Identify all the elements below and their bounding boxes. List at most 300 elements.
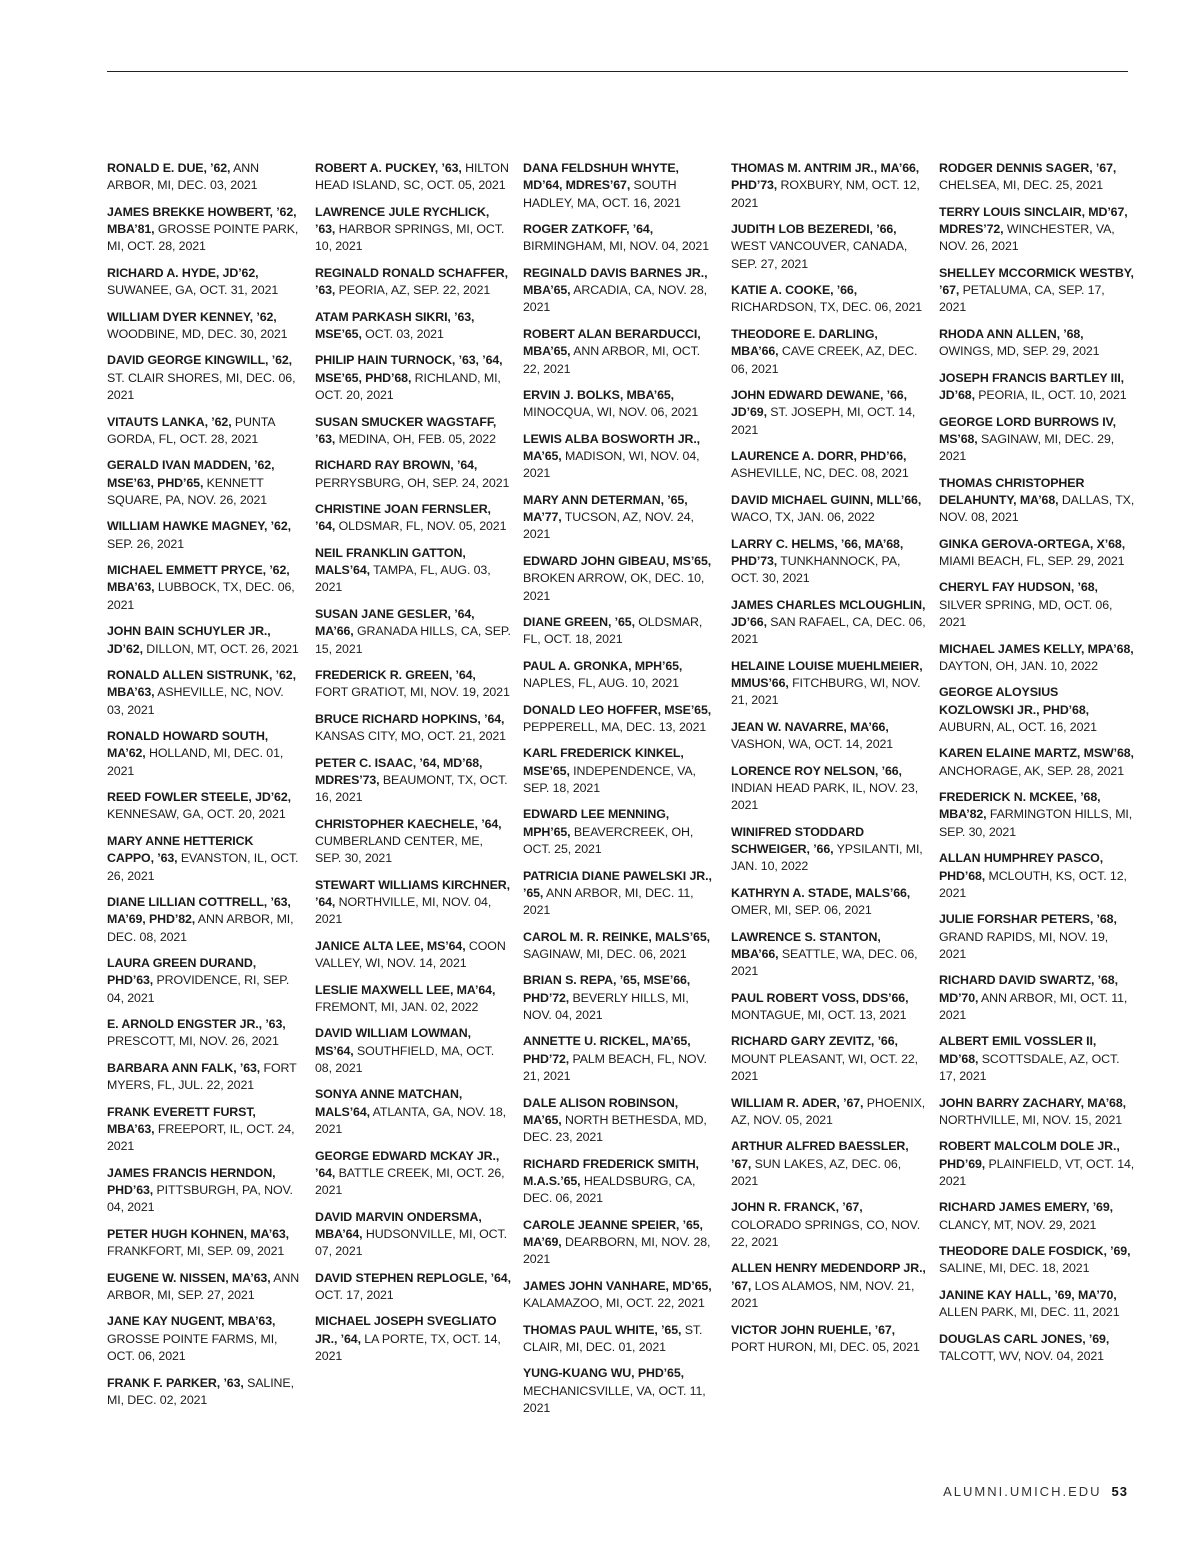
entry-details: MOUNT PLEASANT, WI, OCT. 22, 2021 xyxy=(731,1051,918,1084)
entry-name: CHERYL FAY HUDSON, ’68, xyxy=(939,580,1098,595)
entry-name: ATAM PARKASH SIKRI, ’63, MSE’65, xyxy=(315,309,475,341)
entry-name: KAREN ELAINE MARTZ, MSW’68, xyxy=(939,746,1134,761)
entry-name: THEODORE DALE FOSDICK, ’69, xyxy=(939,1244,1131,1259)
entry-details: FORT MYERS, FL, JUL. 22, 2021 xyxy=(107,1060,297,1093)
entry-name: MICHAEL JAMES KELLY, MPA’68, xyxy=(939,641,1134,656)
entry-name: MICHAEL JOSEPH SVEGLIATO JR., ’64, xyxy=(315,1314,497,1346)
entry-name: DALE ALISON ROBINSON, MA’65, xyxy=(523,1095,679,1127)
entry-name: VITAUTS LANKA, ’62, xyxy=(107,414,232,429)
entry-details: WOODBINE, MD, DEC. 30, 2021 xyxy=(107,326,288,341)
entry-details: WEST VANCOUVER, CANADA, SEP. 27, 2021 xyxy=(731,239,908,271)
entry-details: NORTHVILLE, MI, NOV. 15, 2021 xyxy=(939,1112,1123,1127)
obituary-entry xyxy=(315,606,511,658)
entry-details: HARBOR SPRINGS, MI, OCT. 10, 2021 xyxy=(315,222,505,254)
entry-details: LA PORTE, TX, OCT. 14, 2021 xyxy=(315,1331,501,1364)
obituary-entry xyxy=(523,1033,719,1085)
obituary-entry xyxy=(315,414,511,449)
entry-details: PORT HURON, MI, DEC. 05, 2021 xyxy=(731,1339,920,1354)
obituary-entry xyxy=(315,204,511,256)
entry-name: JANE KAY NUGENT, MBA’63, xyxy=(107,1314,276,1329)
obituary-entry xyxy=(939,911,1135,963)
entry-name: LESLIE MAXWELL LEE, MA’64, xyxy=(315,982,496,997)
entry-name: LAURA GREEN DURAND, PHD’63, xyxy=(107,956,257,988)
entry-details: LOS ALAMOS, NM, NOV. 21, 2021 xyxy=(731,1278,915,1311)
obituary-entry xyxy=(107,1016,303,1051)
entry-name: STEWART WILLIAMS KIRCHNER, ’64, xyxy=(315,877,510,910)
obituary-entry xyxy=(939,414,1135,466)
entry-name: THOMAS CHRISTOPHER DELAHUNTY, MA’68, xyxy=(939,475,1085,507)
entry-name: EDWARD JOHN GIBEAU, MS’65, xyxy=(523,553,712,568)
entry-name: DAVID GEORGE KINGWILL, ’62, xyxy=(107,353,293,368)
entry-name: DAVID STEPHEN REPLOGLE, ’64, xyxy=(315,1270,511,1285)
entry-details: KANSAS CITY, MO, OCT. 21, 2021 xyxy=(315,729,506,744)
entry-details: PEORIA, AZ, SEP. 22, 2021 xyxy=(338,283,491,298)
obituary-entry xyxy=(939,579,1135,631)
entry-name: VICTOR JOHN RUEHLE, ’67, xyxy=(731,1322,895,1337)
entry-name: LAURENCE A. DORR, PHD’66, xyxy=(731,449,907,464)
entry-name: ALLAN HUMPHREY PASCO, PHD’68, xyxy=(939,851,1104,883)
entry-details: RICHARDSON, TX, DEC. 06, 2021 xyxy=(731,300,923,315)
obituary-entry xyxy=(107,160,303,195)
obituary-entry xyxy=(731,282,927,317)
entry-name: JAMES JOHN VANHARE, MD’65, xyxy=(523,1278,712,1293)
obituary-entry xyxy=(731,597,927,649)
obituary-entry xyxy=(315,938,511,973)
entry-name: YUNG-KUANG WU, PHD’65, xyxy=(523,1366,684,1381)
obituary-entry xyxy=(107,623,303,658)
obituary-entry xyxy=(731,448,927,483)
obituary-entry xyxy=(523,1278,719,1313)
entry-details: KENNETT SQUARE, PA, NOV. 26, 2021 xyxy=(107,475,268,507)
page-number: 53 xyxy=(1111,1484,1128,1499)
obituary-entry xyxy=(315,545,511,597)
entry-details: FITCHBURG, WI, NOV. 21, 2021 xyxy=(731,676,921,708)
obituary-entry xyxy=(107,1165,303,1217)
entry-details: SILVER SPRING, MD, OCT. 06, 2021 xyxy=(939,597,1113,630)
obituary-entry xyxy=(939,684,1135,736)
entry-details: SCOTTSDALE, AZ, OCT. 17, 2021 xyxy=(939,1051,1120,1084)
entry-name: EUGENE W. NISSEN, MA’63, xyxy=(107,1270,271,1285)
entry-details: SAGINAW, MI, DEC. 29, 2021 xyxy=(939,431,1115,464)
obituary-entry xyxy=(107,1060,303,1095)
entry-name: LAWRENCE S. STANTON, MBA’66, xyxy=(731,929,881,961)
entry-name: JANINE KAY HALL, ’69, MA’70, xyxy=(939,1287,1117,1302)
entry-name: BRIAN S. REPA, ’65, MSE’66, PHD’72, xyxy=(523,973,691,1005)
entry-details: HOLLAND, MI, DEC. 01, 2021 xyxy=(107,746,284,778)
obituary-entry xyxy=(107,1313,303,1365)
entry-name: HELAINE LOUISE MUEHLMEIER, MMUS’66, xyxy=(731,658,923,691)
entry-name: TERRY LOUIS SINCLAIR, MD’67, MDRES’72, xyxy=(939,204,1128,237)
entry-details: HUDSONVILLE, MI, OCT. 07, 2021 xyxy=(315,1226,507,1259)
entry-name: RICHARD GARY ZEVITZ, ’66, xyxy=(731,1034,898,1049)
entry-name: FRANK F. PARKER, ’63, xyxy=(107,1375,244,1390)
entry-name: JEAN W. NAVARRE, MA’66, xyxy=(731,719,889,734)
entry-details: NORTHVILLE, MI, NOV. 04, 2021 xyxy=(315,895,492,927)
column-4 xyxy=(731,160,927,1365)
entry-name: EDWARD LEE MENNING, MPH’65, xyxy=(523,807,670,839)
entry-details: BROKEN ARROW, OK, DEC. 10, 2021 xyxy=(523,571,705,603)
entry-name: PAUL A. GRONKA, MPH’65, xyxy=(523,658,683,673)
entry-name: RICHARD A. HYDE, JD’62, xyxy=(107,265,259,280)
entry-details: ANN ARBOR, MI, DEC. 03, 2021 xyxy=(107,161,259,193)
obituary-entry xyxy=(315,1209,511,1261)
entry-details: PRESCOTT, MI, NOV. 26, 2021 xyxy=(107,1034,279,1049)
obituary-entry xyxy=(939,160,1135,195)
entry-details: WINCHESTER, VA, NOV. 26, 2021 xyxy=(939,222,1115,254)
obituary-entry xyxy=(939,1243,1135,1278)
entry-name: LORENCE ROY NELSON, ’66, xyxy=(731,763,902,778)
entry-name: RONALD ALLEN SISTRUNK, ’62, MBA’63, xyxy=(107,668,296,700)
entry-name: SUSAN JANE GESLER, ’64, MA’66, xyxy=(315,606,475,639)
entry-name: BARBARA ANN FALK, ’63, xyxy=(107,1060,261,1075)
obituary-entry xyxy=(315,877,511,929)
entry-name: REGINALD RONALD SCHAFFER, ’63, xyxy=(315,265,508,298)
obituary-entry xyxy=(731,1095,927,1130)
entry-name: JOSEPH FRANCIS BARTLEY III, JD’68, xyxy=(939,370,1125,403)
entry-details: COLORADO SPRINGS, CO, NOV. 22, 2021 xyxy=(731,1217,921,1249)
entry-details: MONTAGUE, MI, OCT. 13, 2021 xyxy=(731,1007,907,1022)
entry-name: JOHN BARRY ZACHARY, MA’68, xyxy=(939,1095,1126,1110)
entry-details: PROVIDENCE, RI, SEP. 04, 2021 xyxy=(107,973,290,1005)
entry-details: PITTSBURGH, PA, NOV. 04, 2021 xyxy=(107,1183,293,1215)
obituary-entry xyxy=(939,789,1135,841)
entry-name: RONALD E. DUE, ’62, xyxy=(107,161,231,175)
obituary-entry xyxy=(731,719,927,754)
entry-name: BRUCE RICHARD HOPKINS, ’64, xyxy=(315,711,505,726)
column-2 xyxy=(315,160,511,1375)
obituary-entry xyxy=(523,160,719,212)
entry-name: DONALD LEO HOFFER, MSE’65, xyxy=(523,702,712,717)
entry-name: ROBERT ALAN BERARDUCCI, MBA’65, xyxy=(523,326,701,359)
obituary-entry xyxy=(315,501,511,536)
entry-details: SUN LAKES, AZ, DEC. 06, 2021 xyxy=(731,1156,902,1188)
entry-name: JULIE FORSHAR PETERS, ’68, xyxy=(939,912,1117,927)
entry-details: CLANCY, MT, NOV. 29, 2021 xyxy=(939,1217,1097,1232)
entry-name: WILLIAM R. ADER, ’67, xyxy=(731,1095,864,1110)
obituary-entry xyxy=(523,265,719,317)
entry-name: REED FOWLER STEELE, JD’62, xyxy=(107,790,291,805)
obituary-entry xyxy=(523,1322,719,1357)
obituary-entry xyxy=(939,641,1135,676)
entry-details: NAPLES, FL, AUG. 10, 2021 xyxy=(523,676,679,691)
entry-details: DALLAS, TX, NOV. 08, 2021 xyxy=(939,492,1135,525)
obituary-entry xyxy=(939,745,1135,780)
obituary-entry xyxy=(107,789,303,824)
entry-name: FRANK EVERETT FURST, MBA’63, xyxy=(107,1104,256,1137)
entry-details: MEDINA, OH, FEB. 05, 2022 xyxy=(338,431,496,446)
obituary-entry xyxy=(731,929,927,981)
obituary-entry xyxy=(315,1270,511,1305)
obituary-entry xyxy=(939,1199,1135,1234)
entry-details: SAGINAW, MI, DEC. 06, 2021 xyxy=(523,946,687,961)
entry-name: THOMAS M. ANTRIM JR., MA’66, PHD’73, xyxy=(731,161,920,193)
obituary-entry xyxy=(731,387,927,439)
entry-name: RODGER DENNIS SAGER, ’67, xyxy=(939,161,1117,175)
obituary-entry xyxy=(107,728,303,780)
obituary-entry xyxy=(523,1365,719,1417)
entry-details: AUBURN, AL, OCT. 16, 2021 xyxy=(939,719,1097,734)
entry-details: FRANKFORT, MI, SEP. 09, 2021 xyxy=(107,1244,285,1259)
obituary-entry xyxy=(731,1138,927,1190)
obituary-entry xyxy=(731,536,927,588)
entry-name: CAROL M. R. REINKE, MALS’65, xyxy=(523,929,710,944)
obituary-entry xyxy=(107,309,303,344)
entry-details: TALCOTT, WV, NOV. 04, 2021 xyxy=(939,1349,1104,1364)
obituary-entry xyxy=(939,1138,1135,1190)
entry-details: BATTLE CREEK, MI, OCT. 26, 2021 xyxy=(315,1165,505,1198)
footer-site[interactable]: ALUMNI.UMICH.EDU xyxy=(943,1484,1102,1499)
entry-details: MCLOUTH, KS, OCT. 12, 2021 xyxy=(939,868,1127,900)
entry-details: INDEPENDENCE, VA, SEP. 18, 2021 xyxy=(523,763,696,795)
entry-details: ANN ARBOR, MI, SEP. 27, 2021 xyxy=(107,1270,300,1302)
entry-name: DIANE GREEN, ’65, xyxy=(523,615,635,630)
entry-details: ST. JOSEPH, MI, OCT. 14, 2021 xyxy=(731,405,916,437)
entry-details: MADISON, WI, NOV. 04, 2021 xyxy=(523,449,700,481)
obituary-entry xyxy=(315,352,511,404)
entry-details: ANN ARBOR, MI, DEC. 08, 2021 xyxy=(107,912,294,944)
entry-details: ST. CLAIR SHORES, MI, DEC. 06, 2021 xyxy=(107,370,296,403)
entry-name: WINIFRED STODDARD SCHWEIGER, ’66, xyxy=(731,824,864,857)
obituary-entry xyxy=(523,1095,719,1147)
entry-name: JANICE ALTA LEE, MS’64, xyxy=(315,938,466,953)
entry-name: THOMAS PAUL WHITE, ’65, xyxy=(523,1322,682,1337)
entry-details: MIAMI BEACH, FL, SEP. 29, 2021 xyxy=(939,553,1125,568)
entry-details: NORTH BETHESDA, MD, DEC. 23, 2021 xyxy=(523,1112,707,1145)
obituary-entry xyxy=(315,755,511,807)
obituary-entry xyxy=(523,868,719,920)
entry-name: REGINALD DAVIS BARNES JR., MBA’65, xyxy=(523,265,708,298)
obituary-entry xyxy=(939,370,1135,405)
entry-name: SHELLEY MCCORMICK WESTBY, ’67, xyxy=(939,265,1134,298)
entry-name: JUDITH LOB BEZEREDI, ’66, xyxy=(731,222,897,237)
entry-details: ASHEVILLE, NC, DEC. 08, 2021 xyxy=(731,466,909,481)
obituary-entry xyxy=(731,1322,927,1357)
entry-name: LAWRENCE JULE RYCHLICK, ’63, xyxy=(315,204,490,237)
column-5 xyxy=(939,160,1135,1375)
entry-name: SONYA ANNE MATCHAN, MALS’64, xyxy=(315,1087,463,1119)
entry-details: RICHLAND, MI, OCT. 20, 2021 xyxy=(315,370,501,403)
obituary-entry xyxy=(939,972,1135,1024)
entry-details: ARCADIA, CA, NOV. 28, 2021 xyxy=(523,283,707,315)
entry-details: FARMINGTON HILLS, MI, SEP. 30, 2021 xyxy=(939,807,1133,839)
entry-details: PEORIA, IL, OCT. 10, 2021 xyxy=(978,388,1127,403)
entry-details: TAMPA, FL, AUG. 03, 2021 xyxy=(315,563,491,595)
obituary-entry xyxy=(731,1033,927,1085)
entry-name: MICHAEL EMMETT PRYCE, ’62, MBA’63, xyxy=(107,563,290,595)
obituary-entry xyxy=(939,475,1135,527)
entry-details: SALINE, MI, DEC. 02, 2021 xyxy=(107,1375,294,1407)
obituary-entry xyxy=(731,990,927,1025)
entry-name: ERVIN J. BOLKS, MBA’65, xyxy=(523,388,675,403)
entry-details: WACO, TX, JAN. 06, 2022 xyxy=(731,510,875,525)
entry-details: SALINE, MI, DEC. 18, 2021 xyxy=(939,1261,1090,1276)
entry-details: OMER, MI, SEP. 06, 2021 xyxy=(731,903,872,918)
obituary-entry xyxy=(523,1156,719,1208)
obituary-entry xyxy=(523,431,719,483)
entry-name: RICHARD RAY BROWN, ’64, xyxy=(315,458,478,473)
entry-details: GRANADA HILLS, CA, SEP. 15, 2021 xyxy=(315,624,511,656)
entry-name: DOUGLAS CARL JONES, ’69, xyxy=(939,1331,1110,1346)
entry-name: PAUL ROBERT VOSS, DDS’66, xyxy=(731,990,909,1005)
entry-name: KATIE A. COOKE, ’66, xyxy=(731,283,858,298)
entry-details: SAN RAFAEL, CA, DEC. 06, 2021 xyxy=(731,615,926,647)
entry-name: ANNETTE U. RICKEL, MA’65, PHD’72, xyxy=(523,1034,691,1066)
obituary-entry xyxy=(107,955,303,1007)
obituary-entry xyxy=(523,221,719,256)
entry-name: RICHARD DAVID SWARTZ, ’68, MD’70, xyxy=(939,973,1118,1005)
entry-details: TUCSON, AZ, NOV. 24, 2021 xyxy=(523,510,694,542)
entry-details: BEAVERCREEK, OH, OCT. 25, 2021 xyxy=(523,824,694,857)
obituary-entry xyxy=(731,492,927,527)
obituary-entry xyxy=(315,160,511,195)
entry-details: OCT. 17, 2021 xyxy=(315,1287,394,1302)
obituary-entry xyxy=(731,1199,927,1251)
entry-details: PLAINFIELD, VT, OCT. 14, 2021 xyxy=(939,1156,1135,1188)
obituary-entry xyxy=(315,667,511,702)
entry-details: ASHEVILLE, NC, NOV. 03, 2021 xyxy=(107,685,284,717)
obituary-entry xyxy=(939,1331,1135,1366)
obituary-entry xyxy=(107,1226,303,1261)
entry-name: CHRISTINE JOAN FERNSLER, ’64, xyxy=(315,502,491,534)
obituary-entry xyxy=(315,265,511,300)
entry-details: SOUTH HADLEY, MA, OCT. 16, 2021 xyxy=(523,178,681,210)
obituary-entry xyxy=(107,1375,303,1410)
entry-details: ATLANTA, GA, NOV. 18, 2021 xyxy=(315,1104,506,1137)
entry-details: TUNKHANNOCK, PA, OCT. 30, 2021 xyxy=(731,553,901,586)
entry-details: VASHON, WA, OCT. 14, 2021 xyxy=(731,737,894,752)
obituary-entry xyxy=(315,1025,511,1077)
entry-name: FREDERICK N. MCKEE, ’68, MBA’82, xyxy=(939,790,1101,822)
entry-details: ST. CLAIR, MI, DEC. 01, 2021 xyxy=(523,1322,703,1354)
entry-name: ROGER ZATKOFF, ’64, xyxy=(523,222,654,237)
entry-name: MARY ANN DETERMAN, ’65, MA’77, xyxy=(523,492,688,525)
obituary-entry xyxy=(731,658,927,710)
entry-name: ROBERT A. PUCKEY, ’63, xyxy=(315,161,462,175)
entry-details: DAYTON, OH, JAN. 10, 2022 xyxy=(939,658,1098,673)
obituary-entry xyxy=(523,972,719,1024)
obituary-entry xyxy=(523,553,719,605)
obituary-entry xyxy=(731,1260,927,1312)
entry-details: PHOENIX, AZ, NOV. 05, 2021 xyxy=(731,1095,926,1127)
entry-details: KALAMAZOO, MI, OCT. 22, 2021 xyxy=(523,1296,705,1311)
entry-name: RONALD HOWARD SOUTH, MA’62, xyxy=(107,729,269,761)
obituary-entry xyxy=(523,326,719,378)
entry-name: DIANE LILLIAN COTTRELL, ’63, MA’69, PHD’82, xyxy=(107,895,291,927)
entry-details: ANN ARBOR, MI, OCT. 22, 2021 xyxy=(523,344,701,376)
column-3 xyxy=(523,160,719,1426)
obituary-entry xyxy=(939,265,1135,317)
obituary-entry xyxy=(939,326,1135,361)
entry-details: ROXBURY, NM, OCT. 12, 2021 xyxy=(731,178,920,210)
top-rule xyxy=(107,71,1128,72)
entry-name: RICHARD FREDERICK SMITH, M.A.S.’65, xyxy=(523,1156,699,1188)
entry-name: JAMES CHARLES MCLOUGHLIN, JD’66, xyxy=(731,597,926,630)
entry-name: KATHRYN A. STADE, MALS’66, xyxy=(731,885,911,900)
entry-name: GINKA GEROVA-ORTEGA, X’68, xyxy=(939,536,1126,551)
entry-name: CAROLE JEANNE SPEIER, ’65, MA’69, xyxy=(523,1217,703,1249)
entry-details: KENNESAW, GA, OCT. 20, 2021 xyxy=(107,807,286,822)
obituary-entry xyxy=(939,1095,1135,1130)
entry-details: SEATTLE, WA, DEC. 06, 2021 xyxy=(731,946,918,979)
obituary-entry xyxy=(107,265,303,300)
obituary-entry xyxy=(315,982,511,1017)
obituary-entry xyxy=(939,850,1135,902)
entry-details: BEAUMONT, TX, OCT. 16, 2021 xyxy=(315,772,508,805)
entry-name: PHILIP HAIN TURNOCK, ’63, ’64, MSE’65, PHD’68, xyxy=(315,353,503,385)
entry-name: ALBERT EMIL VOSSLER II, MD’68, xyxy=(939,1034,1097,1066)
obituary-entry xyxy=(315,1313,511,1365)
entry-name: JOHN EDWARD DEWANE, ’66, JD’69, xyxy=(731,388,907,420)
entry-details: OLDSMAR, FL, OCT. 18, 2021 xyxy=(523,615,703,647)
obituary-entry xyxy=(315,1148,511,1200)
entry-name: KARL FREDERICK KINKEL, MSE’65, xyxy=(523,746,684,778)
entry-details: PUNTA GORDA, FL, OCT. 28, 2021 xyxy=(107,414,275,446)
entry-details: PETALUMA, CA, SEP. 17, 2021 xyxy=(939,283,1105,315)
entry-name: CHRISTOPHER KAECHELE, ’64, xyxy=(315,816,502,831)
entry-name: JAMES BREKKE HOWBERT, ’62, MBA’81, xyxy=(107,204,297,237)
entry-details: DILLON, MT, OCT. 26, 2021 xyxy=(146,641,299,656)
obituary-entry xyxy=(731,221,927,273)
entry-details: ANCHORAGE, AK, SEP. 28, 2021 xyxy=(939,763,1124,778)
column-1 xyxy=(107,160,303,1418)
obituary-entry xyxy=(731,885,927,920)
entry-details: GRAND RAPIDS, MI, NOV. 19, 2021 xyxy=(939,929,1109,961)
entry-name: E. ARNOLD ENGSTER JR., ’63, xyxy=(107,1017,286,1032)
entry-name: FREDERICK R. GREEN, ’64, xyxy=(315,668,476,682)
obituary-entry xyxy=(107,352,303,404)
obituary-entry xyxy=(107,1270,303,1305)
obituary-entry xyxy=(315,457,511,492)
obituary-entry xyxy=(107,562,303,614)
entry-name: JOHN R. FRANCK, ’67, xyxy=(731,1200,863,1215)
obituary-entry xyxy=(107,204,303,256)
entry-details: GROSSE POINTE PARK, MI, OCT. 28, 2021 xyxy=(107,222,299,254)
entry-details: LUBBOCK, TX, DEC. 06, 2021 xyxy=(107,580,295,612)
obituary-entry xyxy=(523,745,719,797)
obituary-entry xyxy=(523,614,719,649)
entry-details: PEPPERELL, MA, DEC. 13, 2021 xyxy=(523,719,707,734)
obituary-entry xyxy=(107,414,303,449)
obituary-entry xyxy=(523,1217,719,1269)
entry-details: ANN ARBOR, MI, OCT. 11, 2021 xyxy=(939,990,1128,1022)
obituary-entry xyxy=(523,658,719,693)
entry-name: DANA FELDSHUH WHYTE, MD’64, MDRES’67, xyxy=(523,161,679,193)
entry-details: INDIAN HEAD PARK, IL, NOV. 23, 2021 xyxy=(731,780,919,813)
entry-details: FORT GRATIOT, MI, NOV. 19, 2021 xyxy=(315,685,510,700)
obituary-entry xyxy=(523,929,719,964)
obituary-entry xyxy=(523,702,719,737)
entry-details: EVANSTON, IL, OCT. 26, 2021 xyxy=(107,851,299,883)
obituary-entry xyxy=(107,518,303,553)
obituary-entry xyxy=(523,492,719,544)
entry-details: FREEPORT, IL, OCT. 24, 2021 xyxy=(107,1122,295,1154)
entry-details: PERRYSBURG, OH, SEP. 24, 2021 xyxy=(315,475,510,490)
entry-name: THEODORE E. DARLING, MBA’66, xyxy=(731,326,878,359)
entry-name: PETER C. ISAAC, ’64, MD’68, MDRES’73, xyxy=(315,755,483,787)
entry-details: CUMBERLAND CENTER, ME, SEP. 30, 2021 xyxy=(315,833,483,866)
obituary-entry xyxy=(315,711,511,746)
entry-name: PATRICIA DIANE PAWELSKI JR., ’65, xyxy=(523,868,712,900)
entry-name: LARRY C. HELMS, ’66, MA’68, PHD’73, xyxy=(731,536,904,568)
obituary-entry xyxy=(523,387,719,422)
obituary-entry xyxy=(731,763,927,815)
entry-name: NEIL FRANKLIN GATTON, MALS’64, xyxy=(315,545,466,578)
entry-details: ANN ARBOR, MI, DEC. 11, 2021 xyxy=(523,885,694,918)
obituary-entry xyxy=(107,1104,303,1156)
entry-details: HEALDSBURG, CA, DEC. 06, 2021 xyxy=(523,1173,696,1206)
entry-details: SOUTHFIELD, MA, OCT. 08, 2021 xyxy=(315,1043,495,1075)
entry-name: GERALD IVAN MADDEN, ’62, MSE’63, PHD’65, xyxy=(107,458,275,490)
